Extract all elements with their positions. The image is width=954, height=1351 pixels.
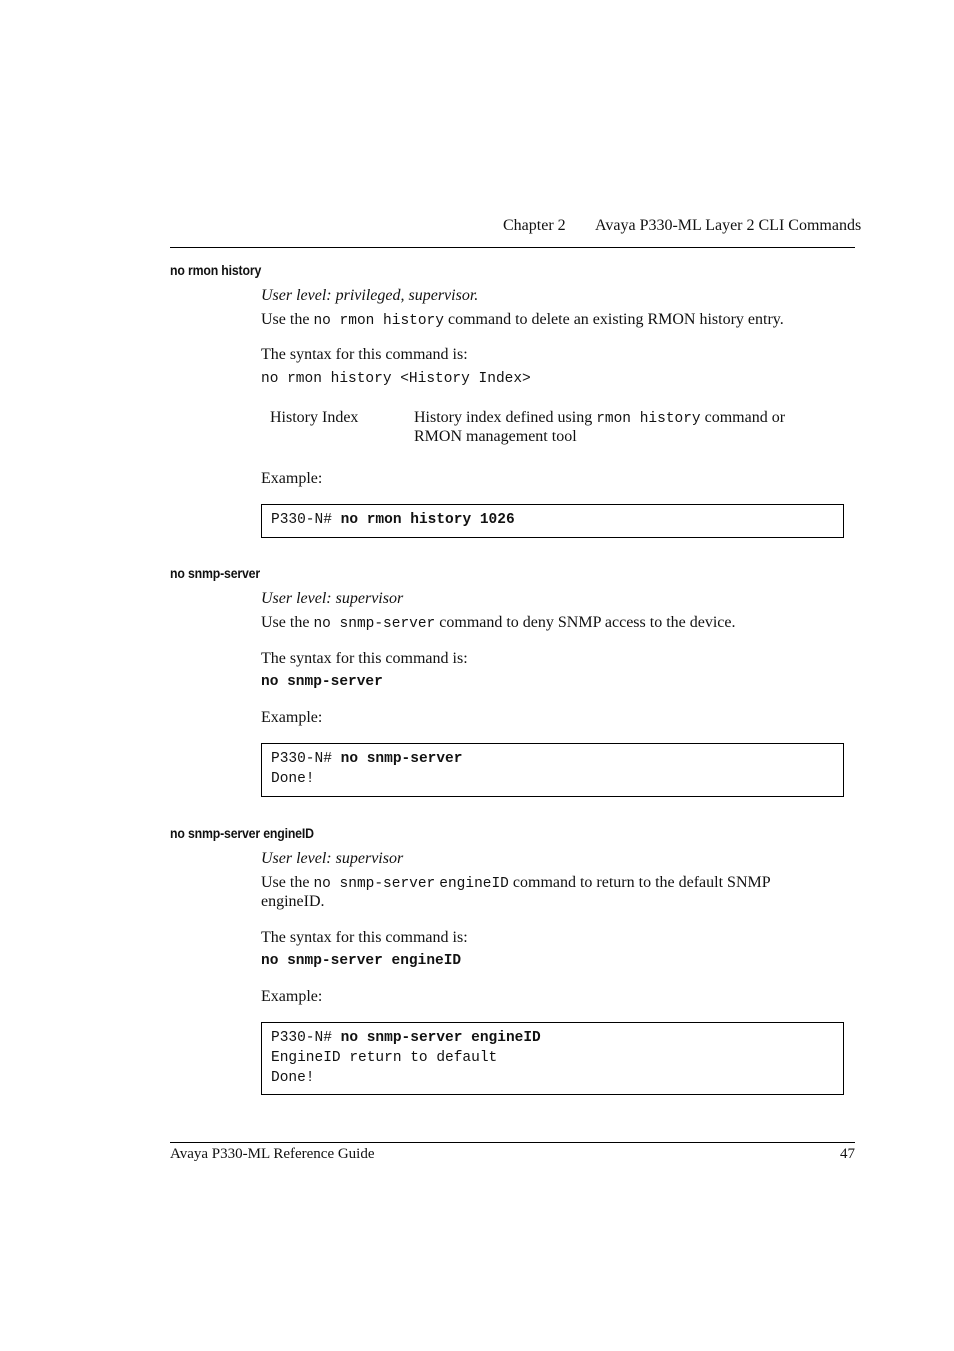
description-2-command: no snmp-server [313,616,436,632]
description-2-post: command to deny SNMP access to the device. [439,614,736,631]
description-2-pre: Use the [261,614,310,631]
param-desc-command: rmon history [596,411,701,427]
section-heading-no-snmp-server: no snmp-server [170,565,260,581]
example-2-prompt: P330-N# [271,751,332,767]
example-box-1 [261,504,844,538]
description-1 [261,310,784,331]
description-2 [261,613,736,634]
description-3-command: no snmp-server [313,876,436,892]
user-level-3: User level: supervisor [261,850,404,867]
description-1-command: no rmon history [313,313,444,329]
param-description-line2: RMON management tool [414,428,577,445]
description-3-line2: engineID. [261,893,325,910]
footer-page-number: 47 [840,1146,855,1162]
param-description [414,408,785,429]
user-level-2: User level: supervisor [261,590,404,607]
example-box-3 [261,1022,844,1095]
example-3-output-line-2: Done! [271,1070,315,1086]
footer-guide-title: Avaya P330-ML Reference Guide [170,1146,375,1162]
example-2-output-line: Done! [271,771,315,787]
footer-rule [170,1142,855,1143]
param-name: History Index [270,409,359,426]
user-level-1: User level: privileged, supervisor. [261,287,479,304]
syntax-intro-3: The syntax for this command is: [261,929,468,946]
syntax-2: no snmp-server [261,674,383,690]
example-1-line [271,512,515,528]
section-heading-no-rmon-history: no rmon history [170,262,262,278]
example-2-command: no snmp-server [340,751,463,767]
description-3-pre: Use the [261,874,310,891]
syntax-3: no snmp-server engineID [261,953,462,969]
header-rule [170,247,855,248]
header-title: Avaya P330-ML Layer 2 CLI Commands [595,217,862,234]
syntax-1: no rmon history <History Index> [261,371,531,387]
example-label-3: Example: [261,988,323,1005]
param-desc-pre: History index defined using [414,409,593,426]
example-label-2: Example: [261,709,323,726]
syntax-intro-2: The syntax for this command is: [261,650,468,667]
section-heading-no-snmp-server-engineid: no snmp-server engineID [170,825,314,841]
example-1-command: no rmon history 1026 [340,512,515,528]
example-2-line [271,751,462,767]
description-1-post: command to delete an existing RMON history entry. [447,311,784,328]
description-3 [261,873,771,894]
example-3-prompt: P330-N# [271,1030,332,1046]
example-1-prompt: P330-N# [271,512,332,528]
example-box-2 [261,743,844,797]
description-3-command-arg: engineID [439,876,509,892]
example-3-command: no snmp-server engineID [340,1030,541,1046]
param-desc-post: command or [704,409,786,426]
description-3-post: command to return to the default SNMP [512,874,771,891]
example-label-1: Example: [261,470,323,487]
syntax-intro-1: The syntax for this command is: [261,346,468,363]
example-3-output-line-1: EngineID return to default [271,1050,498,1066]
description-1-pre: Use the [261,311,310,328]
example-3-line [271,1030,541,1046]
header-chapter: Chapter 2 [503,217,566,234]
